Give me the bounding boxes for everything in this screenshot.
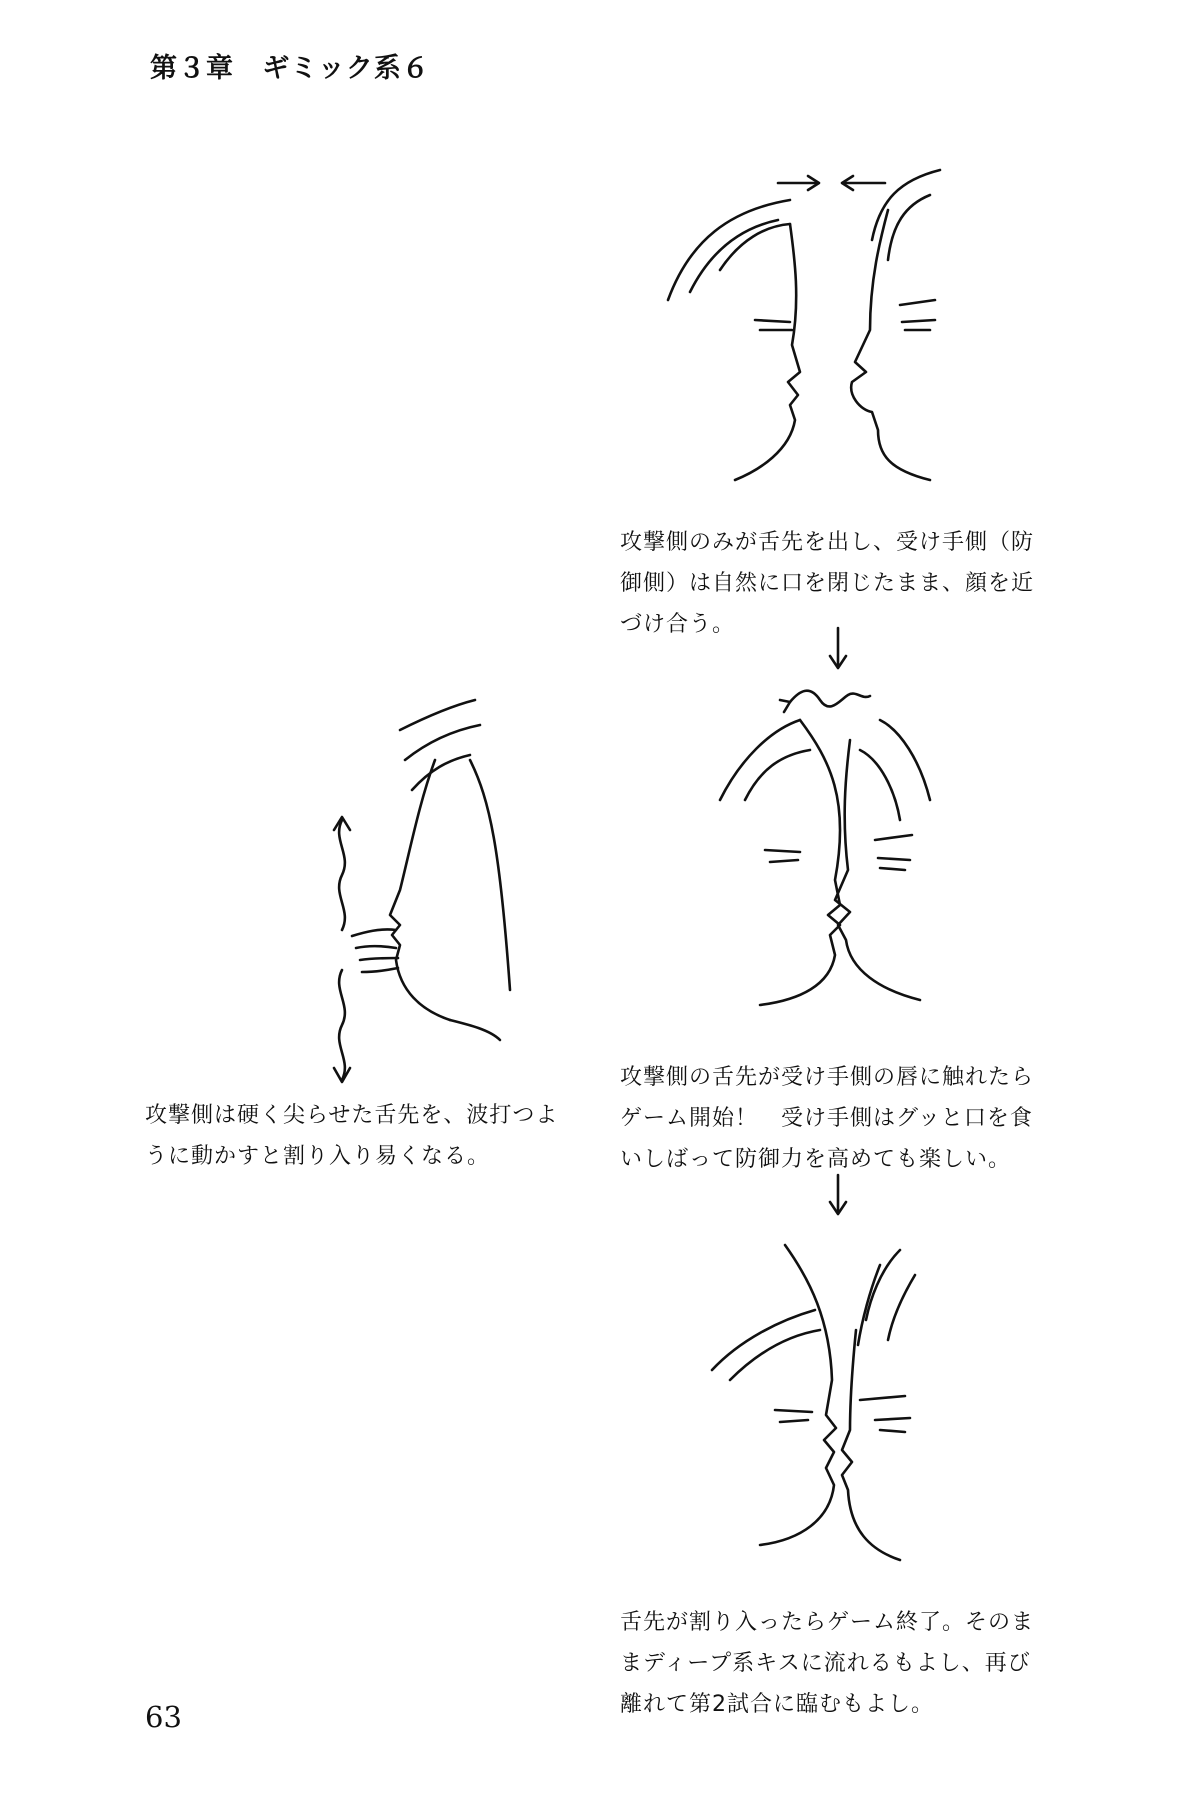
caption-line: 舌先が割り入ったらゲーム終了。そのま: [620, 1610, 1035, 1635]
chapter-label: 第３章: [150, 53, 234, 84]
illustration-tongue-entered: [712, 1245, 915, 1560]
illustration-faces-approaching: [668, 170, 940, 480]
page-number: 63: [145, 1700, 182, 1734]
section-title: ギミック系６: [262, 53, 430, 84]
caption-line: づけ合う。: [620, 612, 736, 637]
caption-line: 攻撃側のみが舌先を出し、受け手側（防: [620, 530, 1035, 555]
caption-tip: [145, 1095, 558, 1177]
caption-line: まディープ系キスに流れるもよし、再び: [620, 1651, 1031, 1676]
caption-step2: [620, 1057, 1034, 1180]
caption-step1: [620, 522, 1034, 645]
illustration-lips-touching: [720, 691, 930, 1005]
caption-line: 御側）は自然に口を閉じたまま、顔を近: [620, 571, 1035, 596]
illustration-tongue-side-view: [334, 700, 510, 1082]
caption-step3: [620, 1602, 1034, 1725]
caption-line: 攻撃側の舌先が受け手側の唇に触れたら: [620, 1065, 1035, 1090]
caption-line: ゲーム開始！ 受け手側はグッと口を食: [620, 1106, 1033, 1131]
caption-line: うに動かすと割り入り易くなる。: [145, 1144, 491, 1169]
caption-line: 攻撃側は硬く尖らせた舌先を、波打つよ: [145, 1103, 559, 1128]
caption-line: いしばって防御力を高めても楽しい。: [620, 1147, 1012, 1172]
caption-line: 離れて第2試合に臨むもよし。: [620, 1692, 934, 1717]
